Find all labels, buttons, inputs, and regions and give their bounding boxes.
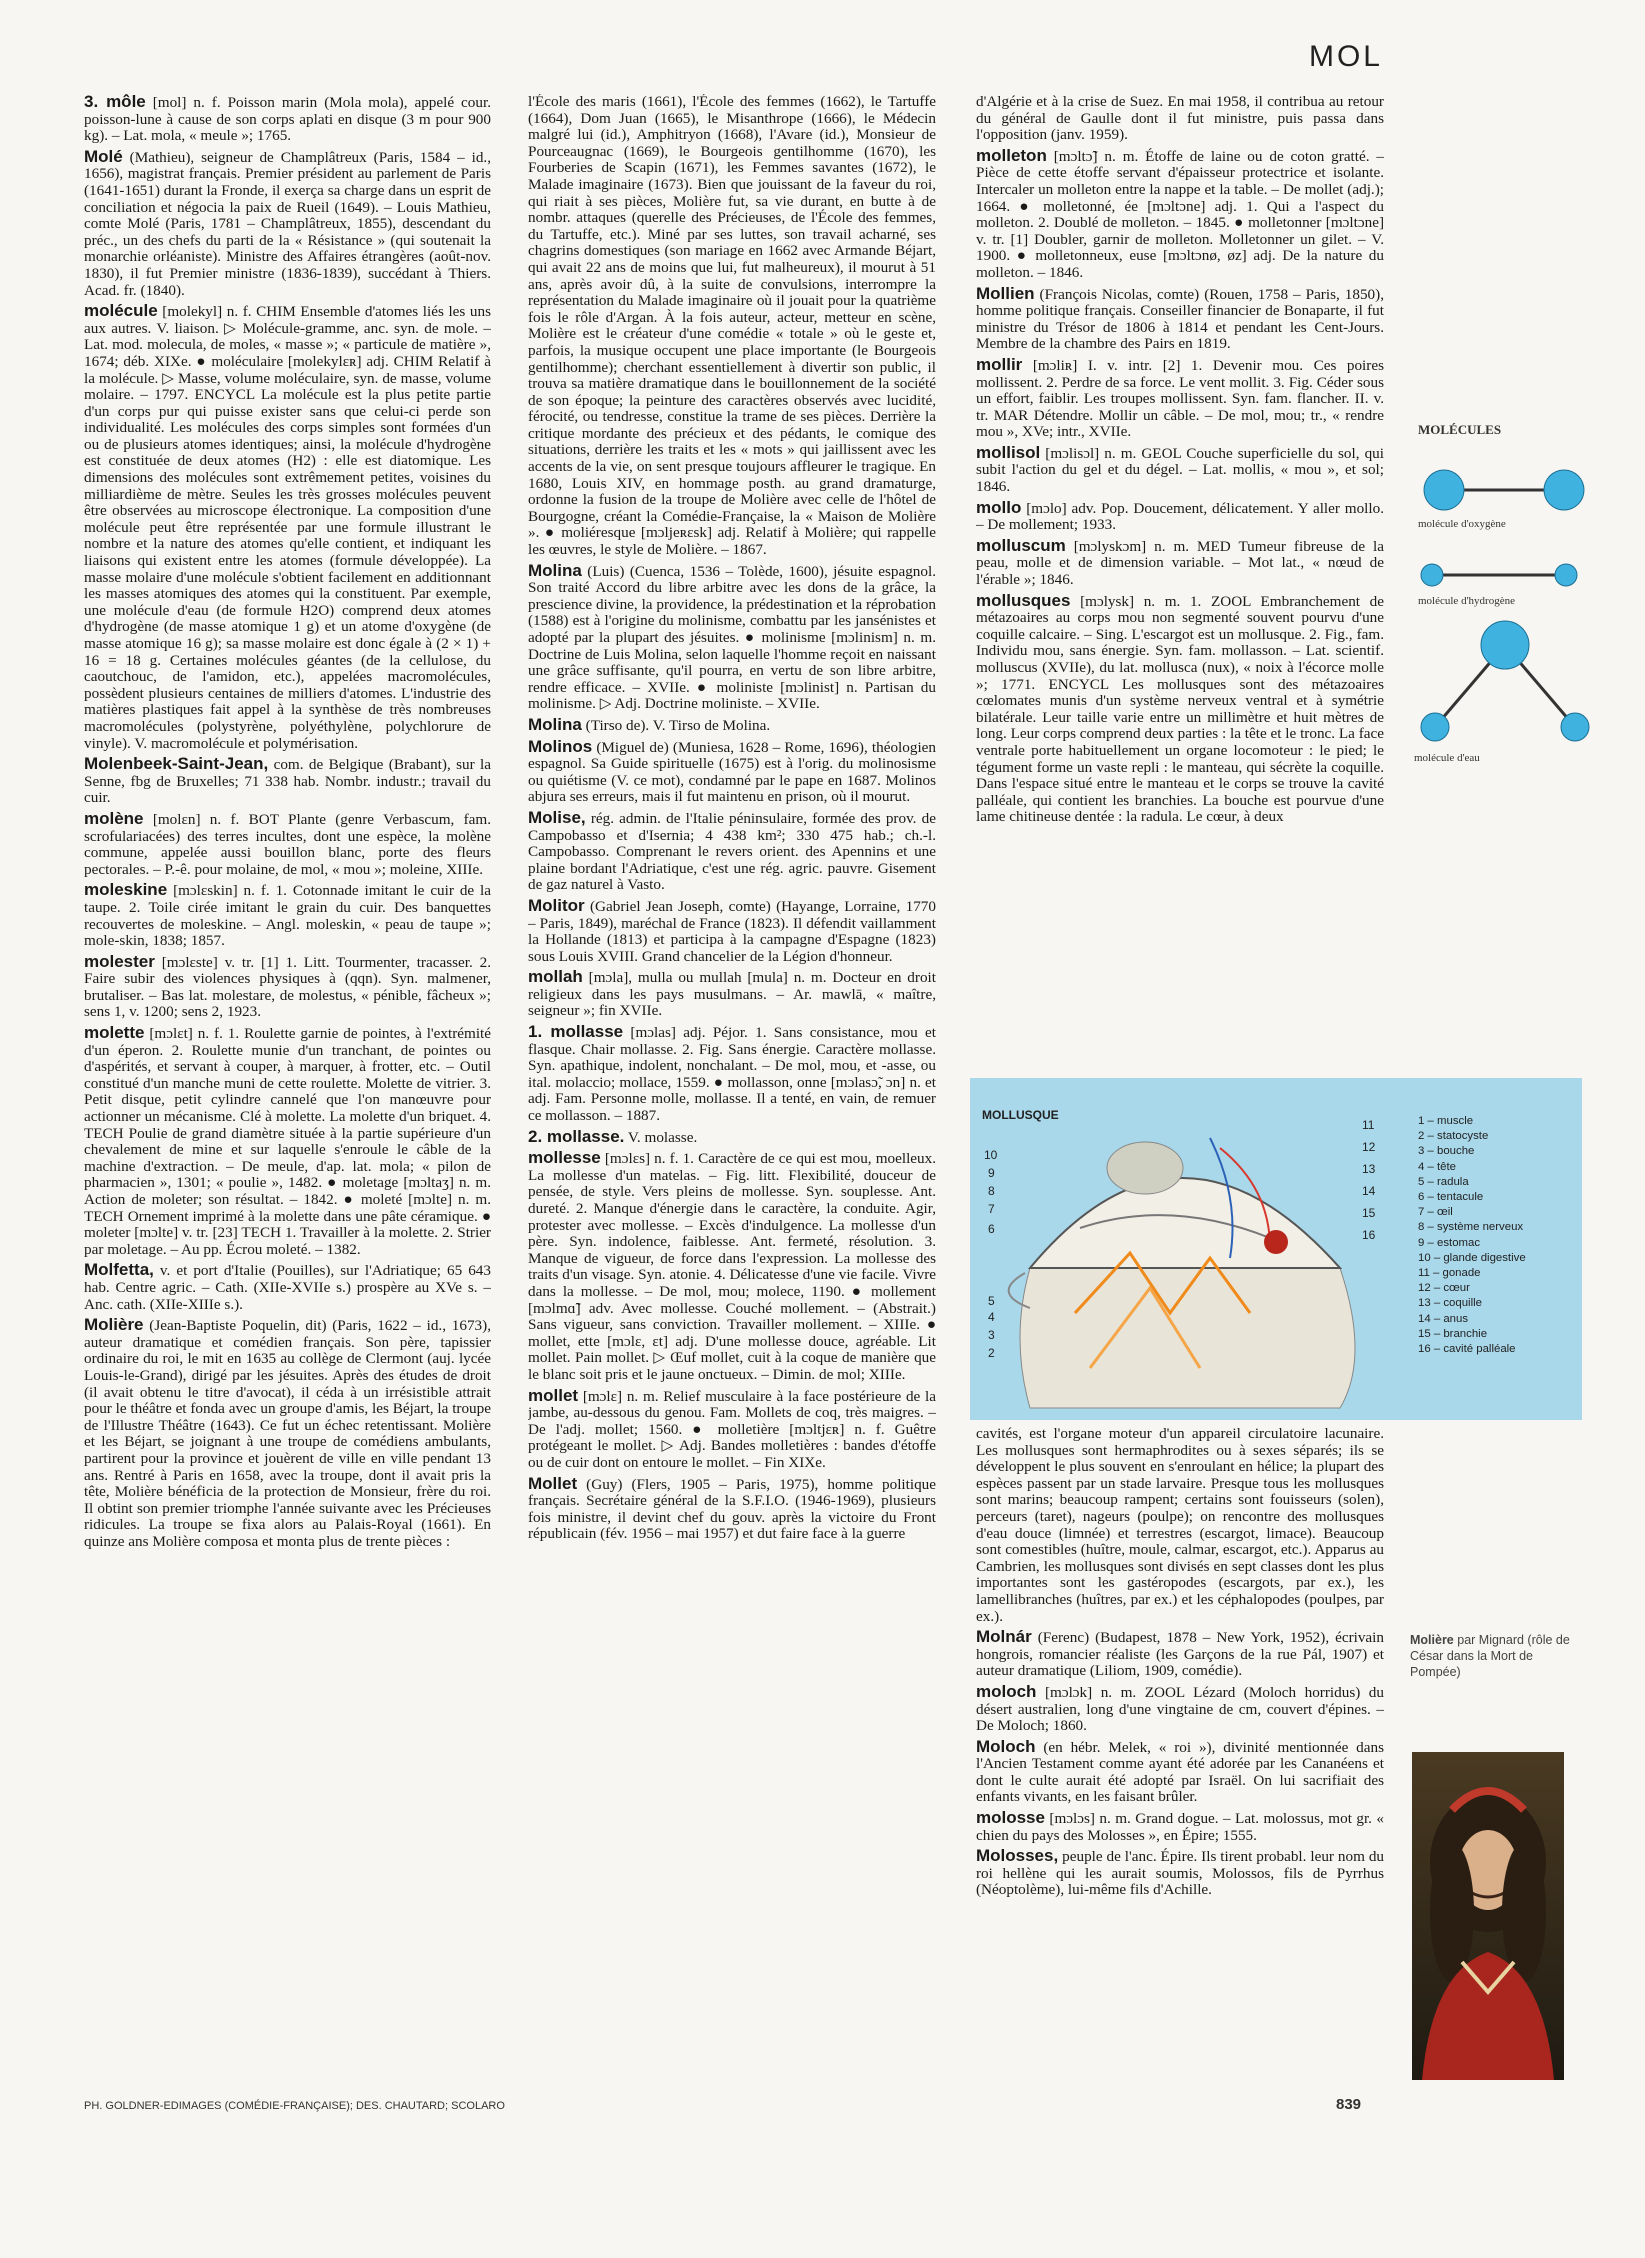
mollusque-figure <box>970 1078 1582 1420</box>
entry-headword: Molise, <box>528 807 586 827</box>
legend-item: 3 – bouche <box>1418 1145 1475 1158</box>
entry-text: [mɔla], mulla ou mullah [mula] n. m. Docteur en droit religieux dans les pays musulmans. – Ar. mawlā, « maître, seigneur »; fin XVIIe. <box>528 969 936 1020</box>
entry-text: rég. admin. de l'Italie péninsulaire, formée des prov. de Campobasso et d'Isernia; 4 438 km²; 330 475 hab.; ch.-l. Campobasso. Comprenant le revers orient. des Apennins et une plaine bordant l'Adriatique, c'est une rég. agric. pauvre. Gisement de gaz naturel à Vasto. <box>528 809 936 894</box>
entry-text: (Miguel de) (Muniesa, 1628 – Rome, 1696), théologien espagnol. Sa Guide spirituelle (1675) est à l'orig. du molinosisme ou quiétisme (V. ce mot), condamné par le pape en 1687. Molinos abjura ses erreurs, mais il fut maintenu en prison, où il mourut. <box>528 738 936 806</box>
entry-headword: Molitor <box>528 895 585 915</box>
entry-text: v. et port d'Italie (Pouilles), sur l'Adriatique; 65 643 hab. Centre agric. – Cath. (XIIe-XVIIe s.) prospère au XVe s. – Anc. cath. (XIIe-XIIIe s.). <box>84 1262 491 1313</box>
dictionary-entry <box>976 1848 1384 1899</box>
dictionary-entry <box>528 94 936 559</box>
figure-number: 7 <box>988 1202 995 1216</box>
dictionary-entry <box>84 808 491 878</box>
dictionary-entry <box>528 1385 936 1472</box>
legend-item: 7 – œil <box>1418 1206 1453 1219</box>
entry-text: (Ferenc) (Budapest, 1878 – New York, 1952), écrivain hongrois, romancier réaliste (les Garçons de la rue Pál, 1907) et auteur dramatique (Liliom, 1909, comédie). <box>976 1629 1384 1680</box>
figure-number: 4 <box>988 1310 995 1324</box>
dictionary-entry <box>84 1025 491 1258</box>
dictionary-entry <box>528 560 936 713</box>
figure-number: 8 <box>988 1184 995 1198</box>
dictionary-entry <box>976 1629 1384 1680</box>
figure-number: 5 <box>988 1294 995 1308</box>
entry-text: com. de Belgique (Brabant), sur la Senne, fbg de Bruxelles; 71 338 hab. Nombr. industr.; travail du cuir. <box>84 756 491 807</box>
legend-item: 12 – cœur <box>1418 1282 1470 1295</box>
dictionary-entry <box>528 807 936 894</box>
hydrogen-molecule-label: molécule d'hydrogène <box>1418 595 1515 607</box>
legend-item: 16 – cavité palléale <box>1418 1343 1516 1356</box>
entry-headword: Molinos <box>528 736 593 756</box>
entry-headword: molène <box>84 808 144 828</box>
figure-number: 13 <box>1362 1162 1376 1176</box>
entry-text: (Tirso de). V. Tirso de Molina. <box>585 716 771 734</box>
column-3-bottom <box>976 1426 1384 2088</box>
entry-text: [mol] n. f. Poisson marin (Mola mola), appelé cour. poisson-lune à cause de son corps aplati en disque (3 m pour 900 kg). – Lat. mola, « meule »; 1765. <box>84 94 491 145</box>
hydrogen-molecule-illustration <box>1414 560 1594 590</box>
dictionary-entry <box>84 951 491 1021</box>
entry-headword: mollo <box>976 497 1022 517</box>
entry-text: (Mathieu), seigneur de Champlâtreux (Paris, 1584 – id., 1656), magistrat français. Premier président au parlement de Paris (1641-1651) durant la Fronde, il exerça sa charge dans un esprit de conciliation et négocia la paix de Rueil (1649). – Louis Mathieu, comte Molé (Paris, 1781 – Champlâtreux, 1855), descendant du préc., un des chefs du parti de la « Résistance » (qui soutenait la monarchie orléaniste). Ministre des Affaires étrangères (août-nov. 1830), il fut Premier ministre (1836-1839), succédant à Thiers. Acad. fr. (1840). <box>84 148 491 299</box>
column-1 <box>84 94 491 2094</box>
mollusque-diagram <box>970 1078 1410 1420</box>
entry-text: (en hébr. Melek, « roi »), divinité mentionnée dans l'Ancien Testament comme ayant été adorée par les Cananéens et dont le culte aurait été adopté par Israël. On lui sacrifiait des enfants vivants, en les faisant brûler. <box>976 1738 1384 1806</box>
dictionary-entry <box>84 1317 491 1550</box>
dictionary-entry <box>528 1150 936 1383</box>
entry-headword: moloch <box>976 1681 1037 1701</box>
dictionary-entry <box>976 283 1384 353</box>
figure-number: 14 <box>1362 1184 1376 1198</box>
figure-number: 3 <box>988 1328 995 1342</box>
dictionary-entry <box>84 882 491 949</box>
entry-headword: molluscum <box>976 535 1066 555</box>
entry-text: [mɔlɛ] n. m. Relief musculaire à la face postérieure de la jambe, au-dessous du genou. Fam. Mollets de coq, très maigres. – De l'adj. mollet; 1560. ● molletière [mɔltjɛʀ] n. f. Guêtre protégeant le mollet. ▷ Adj. Bandes molletières : bandes d'étoffe ou de cuir dont on entoure le mollet. – Fin XIXe. <box>528 1387 936 1471</box>
entry-headword: Moloch <box>976 1736 1036 1756</box>
figure-number: 9 <box>988 1166 995 1180</box>
entry-headword: Mollien <box>976 283 1035 303</box>
dictionary-entry <box>84 1262 491 1313</box>
legend-item: 6 – tentacule <box>1418 1191 1484 1204</box>
legend-item: 8 – système nerveux <box>1418 1221 1524 1234</box>
entry-headword: 2. mollasse. <box>528 1126 625 1146</box>
entry-headword: 1. mollasse <box>528 1022 624 1042</box>
dictionary-entry <box>976 145 1384 282</box>
entry-headword: moleskine <box>84 880 168 900</box>
dictionary-entry <box>528 969 936 1020</box>
entry-text: l'École des maris (1661), l'École des femmes (1662), le Tartuffe (1664), Dom Juan (1665), le Misanthrope (1666), le Médecin malgré lui (id.), Amphitryon (1668), l'Avare (id.), Monsieur de Pourceaugnac (1669), le Bourgeois gentilhomme (1670), les Fourberies de Scapin (1671), les Femmes savantes (1672), le Malade imaginaire (1673). Bien que jouissant de la faveur du roi, qui riait à ses pièces, Molière fut, sa vie durant, en butte à de nombr. attaques (querelle des Précieuses, de l'École des femmes, du Tartuffe, etc.). Miné par ses luttes, son travail acharné, ses chagrins domestiques (son mariage en 1662 avec Armande Béjart, qui avait 22 ans de moins que lui, fut malheureux), il mourut à 51 ans, après avoir dû, à la suite de convulsions, interrompre la représentation du Malade imaginaire où il jouait pour la quatrième fois le rôle d'Argan. À la fois auteur, acteur, metteur en scène, Molière est le créateur d'une comédie « totale » où le geste et, parfois, la musique occupent une place importante (le Bourgeois gentilhomme); cherchant essentiellement à divertir son public, il trouva sa matière dramatique dans le bouillonnement de la société de son époque; la peinture des caractères observés avec lucidité, férocité, ou tendresse, constitue la trame de ses pièces. Derrière la critique mordante des précieux et des pédants, le comique des situations, derrière les traits et les « mots » qui jaillissent avec les accents de la vie, on sent presque toujours affleurer le tragique. En 1680, Louis XIV, en hommage posth. au grand dramaturge, ordonne la fusion de la troupe de Molière avec celle de l'hôtel de Bourgogne, créant la Comédie-Française, la « Maison de Molière ». ● moliéresque [mɔljeʀɛsk] adj. Relatif à Molière; qui rappelle les œuvres, le style de Molière. – 1867. <box>528 94 936 559</box>
dictionary-entry <box>528 1126 936 1147</box>
entry-text: d'Algérie et à la crise de Suez. En mai 1958, il contribua au retour du général de Gaulle dont il fut ministre, puis passa dans l'opposition (janv. 1959). <box>976 94 1384 144</box>
entry-text: [mɔlɔk] n. m. ZOOL Lézard (Moloch horridus) du désert australien, long d'une vingtaine de cm, couvert d'épines. – De Moloch; 1860. <box>976 1683 1384 1735</box>
dictionary-entry <box>528 1473 936 1543</box>
entry-text: [mɔlo] adv. Pop. Doucement, délicatement. Y aller mollo. – De mollement; 1933. <box>976 499 1384 534</box>
mollusque-legend <box>1418 1114 1526 1357</box>
entry-text: [mɔltɔ̃] n. m. Étoffe de laine ou de coton gratté. – Pièce de cette étoffe servant d'épaisseur protectrice et isolante. Intercaler un molleton entre la nappe et la table. – De mollet (adj.); 1664. ● molletonné, ée [mɔltɔne] adj. 1. Qui a l'aspect du molleton. 2. Doublé de molleton. – 1845. ● molletonner [mɔltɔne] v. tr. [1] Doubler, garnir de molleton. Molletonner un gilet. – V. 1900. ● molletonneux, euse [mɔltɔnø, øz] adj. De la nature du molleton. – 1846. <box>976 147 1384 281</box>
dictionary-entry <box>976 1681 1384 1735</box>
dictionary-entry <box>976 1736 1384 1806</box>
dictionary-entry <box>528 714 936 735</box>
entry-text: [mɔlisɔl] n. m. GEOL Couche superficielle du sol, qui subit l'action du gel et du dégel. – Lat. mollis, « mou », et sol; 1846. <box>976 444 1384 496</box>
entry-headword: mollet <box>528 1385 579 1405</box>
figure-number: 15 <box>1362 1206 1376 1220</box>
entry-headword: Molfetta, <box>84 1260 154 1280</box>
portrait-caption <box>1410 1632 1580 1680</box>
entry-text: (Luis) (Cuenca, 1536 – Tolède, 1600), jésuite espagnol. Son traité Accord du libre arbitre avec les dons de la grâce, la prescience divine, la providence, la prédestination et la réprobation (1588) est à l'origine du molinisme, combattu par les jansénistes et adopté par la plupart des jésuites. ● molinisme [mɔlinism] n. m. Doctrine de Luis Molina, selon laquelle l'homme reçoit en naissant une grâce suffisante, qu'il pourra, en vertu de son libre arbitre, rendre efficace. – XVIIe. ● moliniste [mɔlinist] n. Partisan du molinisme. ▷ Adj. Doctrine moliniste. – XVIIe. <box>528 562 936 713</box>
dictionary-entry <box>976 497 1384 534</box>
dictionary-entry <box>84 756 491 807</box>
entry-headword: 3. môle <box>84 94 146 111</box>
dictionary-entry <box>976 590 1384 826</box>
dictionary-entry <box>976 442 1384 496</box>
entry-text: (Jean-Baptiste Poquelin, dit) (Paris, 1622 – id., 1673), auteur dramatique et comédien français. Son père, tapissier ordinaire du roi, le mit en 1635 au collège de Clermont (auj. lycée Louis-le-Grand), dirigé par les jésuites. Après des études de droit (il avait obtenu le titre d'avocat), il céda à un irrésistible attrait pour le théâtre et fonda avec un groupe d'amis, les Béjart, la troupe de l'Illustre Théâtre (1643). Ce fut un échec retentissant. Molière et les Béjart, se joignant à une troupe de comédiens ambulants, partirent pour la province et jouèrent de ville en ville pendant 13 ans. Rentré à Paris en 1658, avec la troupe, dont il avait pris la tête, Molière bénéficia de la protection de Monsieur, frère du roi. Il obtint son premier triomphe l'année suivante avec les Précieuses ridicules. La troupe se fixa alors au Palais-Royal (1661). En quinze ans Molière composa et monta plus de trente pièces : <box>84 1317 491 1550</box>
oxygen-molecule-illustration <box>1414 462 1594 518</box>
entry-text: [mɔliʀ] I. v. intr. [2] 1. Devenir mou. Ces poires mollissent. 2. Perdre de sa force. Le vent mollit. 3. Fig. Céder sous un effort, faiblir. Les troupes mollissent. Syn. fam. flancher. II. v. tr. MAR Détendre. Mollir un câble. – De mol, mou; tr., « rendre mou », XVe; intr., XVIIe. <box>976 356 1384 441</box>
figure-number: 2 <box>988 1346 995 1360</box>
column-3-top <box>976 94 1384 1062</box>
entry-headword: molette <box>84 1023 145 1043</box>
legend-item: 15 – branchie <box>1418 1327 1488 1340</box>
dictionary-entry <box>84 303 491 752</box>
entry-headword: molester <box>84 951 155 971</box>
figure-number: 6 <box>988 1222 995 1236</box>
entry-headword: mollesse <box>528 1148 601 1168</box>
portrait-caption-text: par Mignard (rôle de César dans la Mort de Pompée) <box>1410 1633 1570 1679</box>
legend-item: 11 – gonade <box>1418 1267 1481 1280</box>
dictionary-entry <box>84 146 491 299</box>
dictionary-entry <box>976 535 1384 589</box>
entry-text: [mɔlɛskin] n. f. 1. Cotonnade imitant le cuir de la taupe. 2. Toile cirée imitant le grain du cuir. Des banquettes recouvertes de moleskine. – Angl. moleskin, « peau de taupe »; mole-skin, 1838; 1857. <box>84 882 491 950</box>
image-credits: PH. GOLDNER-EDIMAGES (COMÉDIE-FRANÇAISE); DES. CHAUTARD; SCOLARO <box>84 2100 505 2112</box>
entry-text: [mɔlɔs] n. m. Grand dogue. – Lat. molossus, mot gr. « chien du pays des Molosses », en Épire; 1555. <box>976 1810 1384 1844</box>
entry-text: [mɔlas] adj. Péjor. 1. Sans consistance, mou et flasque. Chair mollasse. 2. Fig. Sans énergie. Caractère mollasse. Syn. apathique, indolent, nonchalant. – De mol, mou, et -asse, ou ital. molaccio; mollace, 1559. ● mollasson, onne [mɔlasɔ̃, ɔn] n. et adj. Fam. Personne molle, mollasse. Il a tenté, en vain, de remuer ce mollasson. – 1887. <box>528 1024 936 1125</box>
entry-text: (François Nicolas, comte) (Rouen, 1758 – Paris, 1850), homme politique français. Conseiller financier de Bonaparte, il fut ministre du Trésor de 1806 à 1814 et pendant les Cent-Jours. Membre de la chambre des Pairs en 1819. <box>976 285 1384 353</box>
entry-headword: Molina <box>528 560 582 580</box>
dictionary-entry <box>528 895 936 965</box>
figure-number: 16 <box>1362 1228 1376 1242</box>
mollusque-figure-title: MOLLUSQUE <box>982 1108 1059 1122</box>
moliere-portrait-image <box>1412 1752 1564 2080</box>
entry-text: cavités, est l'organe moteur d'un appareil circulatoire lacunaire. Les mollusques sont hermaphrodites ou à sexes séparés; ils se développent le plus souvent en s'enroulant en hélice; la plupart des espèces passent par un stade larvaire. Presque tous les mollusques sont marins; beaucoup rampent; certains sont fouisseurs (solen), perceurs (taret), nageurs (poulpe); on rencontre des mollusques d'eau douce (limnée) et terrestres (escargot, limace). Beaucoup sont comestibles (huître, moule, calmar, escargot, etc.). Apparus au Cambrien, les mollusques sont divisés en sept classes dont les plus importantes sont les gastéropodes (escargots, par ex.), les lamellibranches (huîtres, par ex.) et les céphalopodes (poulpes, par ex.). <box>976 1426 1384 1625</box>
entry-headword: molosse <box>976 1808 1045 1828</box>
dictionary-entry <box>976 1810 1384 1844</box>
entry-text: V. molasse. <box>627 1128 698 1146</box>
dictionary-entry <box>976 354 1384 441</box>
figure-number: 12 <box>1362 1140 1376 1154</box>
entry-text: peuple de l'anc. Épire. Ils tirent probabl. leur nom du roi hellène qui les aurait soumis, Molossos, fils de Pyrrhus (Néoptolème), lui-même fils d'Achille. <box>976 1848 1384 1899</box>
entry-text: [mɔlɛt] n. f. 1. Roulette garnie de pointes, à l'extrémité d'un éperon. 2. Roulette munie d'un tranchant, de pointes ou d'aspérités, et servant à couper, à marquer, à frotter, etc. – Outil constitué d'un manche muni de cette roulette. Molette de vitrier. 3. Petit disque, petit cylindre cannelé que l'on manœuvre pour actionner un mécanisme. Clé à molette. La molette d'un briquet. 4. TECH Poulie de grand diamètre située à la partie supérieure d'un chevalement de mine et sur laquelle s'enroule le câble de la machine d'extraction. – De meule, d'ap. lat. mola; « pilon de pharmacien », 1301; « poulie », 1482. ● moletage [mɔltaʒ] n. m. Action de moleter; son résultat. – 1842. ● moleté [mɔlte] n. m. TECH Ornement imprimé à la molette dans une pâte céramique. ● moleter [mɔlte] v. tr. [23] TECH 1. Travailler à la molette. 2. Strier par moletage. – Au pp. Écrou moleté. – 1382. <box>84 1025 491 1258</box>
oxygen-molecule-label: molécule d'oxygène <box>1418 518 1506 530</box>
entry-text: [molɛn] n. f. BOT Plante (genre Verbascum, fam. scrofulariacées) des terres incultes, dont une espèce, la molène commune, appelée aussi bouillon blanc, porte des fleurs pectorales. – P.-ê. pour molaine, de mol, « mou »; moleine, XIIIe. <box>84 810 491 878</box>
entry-text: [mɔlyskɔm] n. m. MED Tumeur fibreuse de la peau, molle et de dimension variable. – Mot lat., « nœud de l'érable »; 1846. <box>976 537 1384 589</box>
water-molecule-illustration <box>1410 615 1600 745</box>
entry-headword: molécule <box>84 301 158 321</box>
figure-number: 10 <box>984 1148 998 1162</box>
entry-headword: mollisol <box>976 442 1041 462</box>
entry-headword: Molière <box>84 1315 144 1335</box>
running-head: MOL <box>1308 40 1383 73</box>
legend-item: 1 – muscle <box>1418 1115 1474 1127</box>
legend-item: 13 – coquille <box>1418 1297 1482 1310</box>
page-number: 839 <box>1336 2096 1362 2113</box>
entry-headword: mollusques <box>976 590 1071 610</box>
entry-text: (Gabriel Jean Joseph, comte) (Hayange, Lorraine, 1770 – Paris, 1849), maréchal de France (1823). Il défendit vaillamment la Hollande (1813) et participa à la campagne d'Espagne (1823) sous Louis XVIII. Grand chancelier de la Légion d'honneur. <box>528 897 936 965</box>
legend-item: 14 – anus <box>1418 1312 1469 1325</box>
entry-headword: Molnár <box>976 1627 1032 1647</box>
legend-item: 10 – glande digestive <box>1418 1251 1526 1264</box>
entry-text: [molekyl] n. f. CHIM Ensemble d'atomes liés les uns aux autres. V. liaison. ▷ Molécule-gramme, anc. syn. de mole. – Lat. mod. molecula, de moles, « masse »; « particule de matière », 1674; déb. XIXe. ● moléculaire [molekylɛʀ] adj. CHIM Relatif à la molécule. ▷ Masse, volume moléculaire, syn. de masse, volume molaire. – 1797. ENCYCL La molécule est la plus petite partie d'un corps pur qui puisse exister sans que celui-ci perde son individualité. Les molécules des corps simples sont formées d'un ou de plusieurs atomes identiques; ainsi, la molécule d'hydrogène est constituée de deux atomes (H2) : elle est diatomique. Les dimensions des molécules sont extrêmement petites, voisines du milliardième de mètre. Seules les très grosses molécules peuvent être observées au microscope électronique. La composition d'une molécule peut être représentée par une formule illustrant le nombre et la nature des atomes qu'elle contient, et indiquant les liaisons qui existent entre les atomes (formule développée). La masse molaire d'une molécule s'obtient facilement en additionnant les masses atomiques des atomes qui la constituent. Par exemple, une molécule d'eau (de formule H2O) comprend deux atomes d'hydrogène (de masse atomique 1 g) et un atome d'oxygène (de masse atomique 16 g); sa masse molaire est donc égale à (2 × 1) + 16 = 18 g. Certaines molécules géantes (de la cellulose, du caoutchouc, de l'amidon, etc.), appelées macromolécules, possèdent plusieurs centaines de milliers d'atomes. L'industrie des matières plastiques fait appel à la synthèse de très nombreuses macromolécules (polystyrène, polyéthylène, polychlorure de vinyle). V. macromolécule et polymérisation. <box>84 303 491 752</box>
portrait-caption-title: Molière <box>1410 1633 1454 1647</box>
entry-headword: Molina <box>528 714 582 734</box>
figure-number: 11 <box>1362 1118 1375 1132</box>
legend-item: 2 – statocyste <box>1418 1130 1489 1143</box>
entry-headword: Molosses, <box>976 1846 1059 1866</box>
entry-headword: mollah <box>528 967 583 987</box>
entry-text: (Guy) (Flers, 1905 – Paris, 1975), homme politique français. Secrétaire général de la S.F.I.O. (1946-1969), plusieurs fois ministre, il devint chef du gouv. après la victoire du Front républicain (fév. 1956 – mai 1957) et dut faire face à la guerre <box>528 1475 936 1543</box>
column-2 <box>528 94 936 2094</box>
water-molecule-label: molécule d'eau <box>1414 752 1480 764</box>
legend-item: 5 – radula <box>1418 1175 1469 1188</box>
dictionary-entry <box>976 1426 1384 1625</box>
entry-headword: Molé <box>84 146 123 166</box>
dictionary-entry <box>84 94 491 145</box>
dictionary-entry <box>528 736 936 806</box>
entry-headword: Mollet <box>528 1473 578 1493</box>
legend-item: 4 – tête <box>1418 1160 1456 1173</box>
entry-headword: molleton <box>976 145 1047 165</box>
entry-text: [mɔlɛste] v. tr. [1] 1. Litt. Tourmenter, tracasser. 2. Faire subir des violences physiques à (qqn). Syn. malmener, brutaliser. – Bas lat. molestare, de molestus, « pénible, fâcheux »; sens 1, v. 1200; sens 2, 1923. <box>84 953 491 1021</box>
dictionary-entry <box>528 1024 936 1125</box>
dictionary-entry <box>976 94 1384 144</box>
entry-headword: Molenbeek-Saint-Jean, <box>84 754 269 774</box>
molecules-title: MOLÉCULES <box>1418 422 1502 437</box>
entry-text: [mɔlɛs] n. f. 1. Caractère de ce qui est mou, moelleux. La mollesse d'un matelas. – Fig. litt. Flexibilité, douceur de pensée, de style. Vers pleins de mollesse. Syn. souplesse. Ant. dureté. 2. Manque d'énergie dans le caractère, la conduite. Agir, protester avec mollesse. – Excès d'indulgence. La mollesse d'un père. Syn. indolence, faiblesse. Ant. fermeté, résolution. 3. Manque de vigueur, de force dans l'expression. La mollesse des traits d'un visage. Syn. atonie. 4. Délicatesse d'une vie facile. Vivre dans la mollesse. – De mol, mou; molece, 1190. ● mollement [mɔlmɑ̃] adv. Avec mollesse. Couché mollement. – (Abstrait.) Sans vigueur, sans conviction. Travailler mollement. – XIIIe. ● mollet, ette [mɔlɛ, ɛt] adj. D'une mollesse douce, agréable. Lit mollet. Pain mollet. ▷ Œuf mollet, cuit à la coque de manière que le blanc soit pris et le jaune onctueux. – Dimin. de mol; XIIIe. <box>528 1150 936 1383</box>
entry-text: [mɔlysk] n. m. 1. ZOOL Embranchement de métazoaires au corps mou non segmenté souvent pourvu d'une coquille calcaire. – Sing. L'escargot est un mollusque. 2. Fig., fam. Individu mou, sans énergie. Syn. fam. mollasson. – Lat. scientif. molluscus (XVIIe), du lat. mollusca (nux), « noix à l'écorce molle »; 1771. ENCYCL Les mollusques sont des métazoaires cœlomates munis d'un système nerveux ventral et à symétrie bilatérale. Leur taille varie entre un millimètre et huit mètres de long. Leur corps comprend deux parties : la tête et le tronc. La face ventrale porte habituellement un organe locomoteur : le pied; le tégument forme un vaste repli : le manteau, qui sécrète la coquille. Dans l'espace situé entre le manteau et le corps se trouve la cavité palléale, qui contient les branchies. La bouche est pourvue d'une lame chitineuse dentée : la radula. Le cœur, à deux <box>976 592 1384 826</box>
legend-item: 9 – estomac <box>1418 1236 1481 1249</box>
entry-headword: mollir <box>976 354 1023 374</box>
